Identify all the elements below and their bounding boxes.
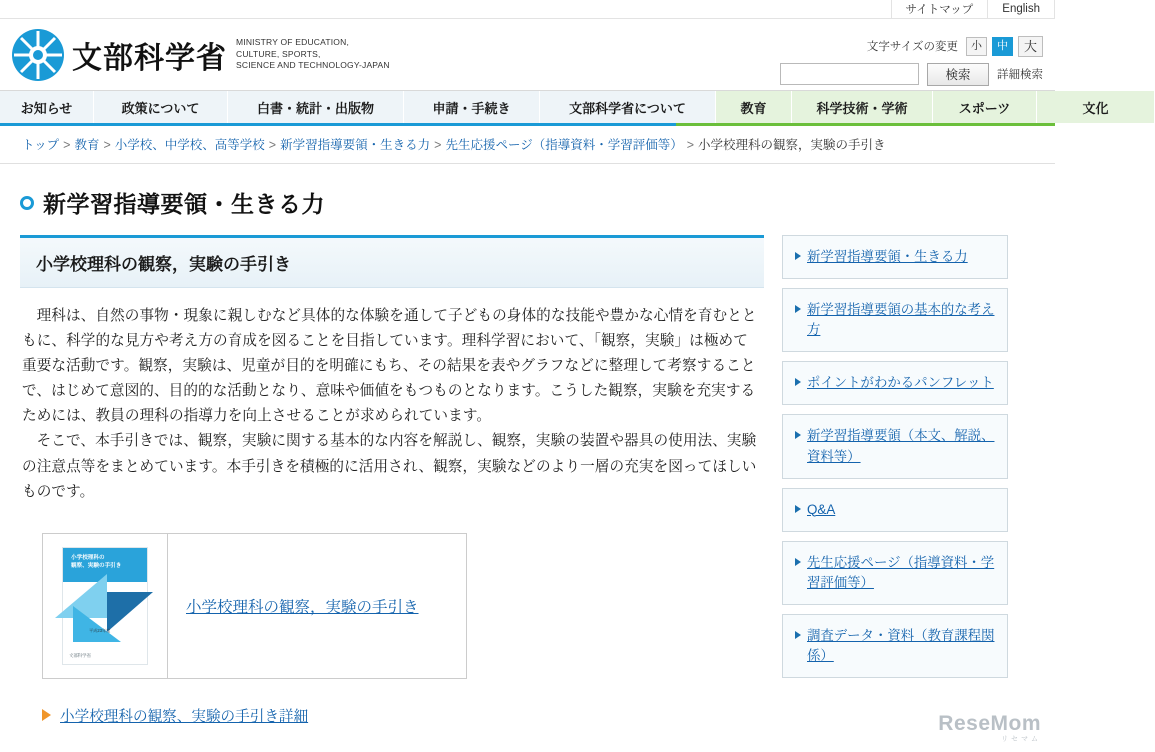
- chevron-right-icon: [795, 305, 801, 313]
- nav-item-sports[interactable]: スポーツ: [933, 91, 1037, 123]
- global-nav: [0, 90, 1109, 123]
- english-link[interactable]: English: [987, 0, 1055, 18]
- breadcrumb-item-kyoiku[interactable]: 教育: [74, 138, 100, 152]
- sidebar-item-label: Q&A: [807, 501, 836, 517]
- font-size-label: 文字サイズの変更: [866, 41, 958, 53]
- page-title: 新学習指導要領・生きる力: [43, 191, 325, 217]
- book-cover-title: 小学校理科の 観察、実験の手引き: [71, 554, 122, 570]
- search-control: [780, 63, 1043, 86]
- breadcrumb-item-schools[interactable]: 小学校、中学校、高等学校: [114, 138, 265, 152]
- book-cover-image: [62, 547, 148, 665]
- nav-item-hakusho[interactable]: 白書・統計・出版物: [228, 91, 404, 123]
- chevron-right-icon: [795, 431, 801, 439]
- section-title: 小学校理科の観察，実験の手引き: [20, 235, 764, 288]
- publication-box: [42, 533, 467, 679]
- detail-link-row: [42, 705, 764, 726]
- breadcrumb-item-sensei-ouen[interactable]: 先生応援ページ（指導資料・学習評価等）: [445, 138, 683, 152]
- watermark-text: ReseMom: [938, 712, 1041, 735]
- breadcrumb: [0, 126, 1055, 164]
- sitemap-link[interactable]: サイトマップ: [891, 0, 988, 18]
- sidebar-item-label: ポイントがわかるパンフレット: [807, 375, 994, 391]
- font-size-large-button[interactable]: 大: [1018, 36, 1043, 57]
- breadcrumb-separator: >: [268, 138, 277, 152]
- nav-item-oshirase[interactable]: お知らせ: [0, 91, 94, 123]
- sidebar-item-kihonteki-kangaekata[interactable]: [782, 288, 1008, 352]
- sidebar-item-label: 先生応援ページ（指導資料・学習評価等）: [807, 554, 995, 590]
- publication-link-cell: [168, 534, 466, 678]
- advanced-search-link[interactable]: 詳細検索: [997, 69, 1043, 81]
- search-button[interactable]: 検索: [927, 63, 989, 86]
- breadcrumb-separator: >: [63, 138, 71, 152]
- sidebar-item-label: 調査データ・資料（教育課程関係）: [807, 627, 995, 664]
- article-paragraph-2: そこで、本手引きでは、観察，実験に関する基本的な内容を解説し、観察，実験の装置や器具の使用法、実験の注意点等をまとめています。本手引きを積極的に活用され、観察，実験などのより一層の充実を図ってほしいものです。: [22, 433, 757, 500]
- mext-emblem-icon: [10, 27, 66, 83]
- article-paragraph-1: 理科は、自然の事物・現象に親しむなど具体的な体験を通して子どもの身体的な技能や豊かな心情を育むとともに、科学的な見方や考え方の育成を図ることを目指しています。理科学習において、「観察，実験」は極めて重要な活動です。観察，実験は、児童が目的を明確にもち、その結果を表やグラフなどに整理して考察することで、はじめて意図的、目的的な活動となり、意味や価値をもつものとなります。こうした観察，実験を充実するためには、教員の理科の指導力を向上させることが求められています。: [22, 308, 757, 425]
- breadcrumb-separator: >: [434, 138, 442, 152]
- site-logo-text: 文部科学省: [72, 41, 227, 75]
- font-size-small-button[interactable]: 小: [966, 37, 987, 56]
- header-tools: [780, 24, 1043, 86]
- breadcrumb-item-current: 小学校理科の観察，実験の手引き: [698, 138, 886, 152]
- site-logo[interactable]: [10, 27, 390, 83]
- breadcrumb-item-shin-gakushu[interactable]: 新学習指導要領・生きる力: [280, 138, 431, 152]
- book-cover-footer: 文部科学省: [69, 652, 91, 658]
- chevron-right-icon: [795, 252, 801, 260]
- nav-item-seisaku[interactable]: 政策について: [94, 91, 228, 123]
- publication-link[interactable]: 小学校理科の観察，実験の手引き: [186, 598, 419, 616]
- sidebar-item-chosa-data[interactable]: [782, 614, 1008, 678]
- sidebar-item-sensei-ouen[interactable]: [782, 541, 1008, 605]
- chevron-right-icon: [795, 505, 801, 513]
- publication-thumbnail[interactable]: [43, 534, 168, 678]
- detail-link[interactable]: 小学校理科の観察、実験の手引き詳細: [60, 708, 309, 725]
- sidebar-item-pamphlet[interactable]: [782, 361, 1008, 405]
- article-body: [20, 288, 764, 505]
- book-cover-note: 平成23年度: [89, 627, 111, 633]
- chevron-right-icon: [795, 378, 801, 386]
- sidebar-item-shin-gakushu[interactable]: [782, 235, 1008, 279]
- nav-item-kagaku[interactable]: 科学技術・学術: [792, 91, 933, 123]
- sidebar-item-qa[interactable]: [782, 488, 1008, 532]
- breadcrumb-separator: >: [686, 138, 695, 152]
- watermark: [938, 712, 1041, 744]
- watermark-subtext: リセマム: [1001, 736, 1041, 743]
- arrow-right-icon: [42, 709, 51, 721]
- sidebar-item-label: 新学習指導要領（本文、解説、資料等）: [807, 428, 995, 464]
- sidebar-item-label: 新学習指導要領の基本的な考え方: [807, 302, 995, 338]
- font-size-medium-button[interactable]: 中: [992, 37, 1013, 56]
- sidebar-item-honbun-kaisetsu[interactable]: [782, 414, 1008, 478]
- sidebar-item-label: 新学習指導要領・生きる力: [807, 249, 968, 264]
- chevron-right-icon: [795, 558, 801, 566]
- bullet-circle-icon: [20, 196, 34, 210]
- main-content: [20, 235, 764, 726]
- nav-item-monbukagakusho[interactable]: 文部科学省について: [540, 91, 716, 123]
- breadcrumb-item-top[interactable]: トップ: [22, 138, 60, 152]
- chevron-right-icon: [795, 631, 801, 639]
- nav-item-kyoiku[interactable]: 教育: [716, 91, 792, 123]
- sidebar: [782, 235, 1008, 726]
- main-layout: [0, 235, 1055, 726]
- nav-item-shinsei[interactable]: 申請・手続き: [404, 91, 540, 123]
- font-size-control: [867, 36, 1043, 57]
- nav-item-bunka[interactable]: 文化: [1037, 91, 1155, 123]
- site-header: [0, 19, 1055, 90]
- breadcrumb-separator: >: [103, 138, 111, 152]
- utility-bar: [0, 0, 1055, 19]
- site-logo-english: MINISTRY OF EDUCATION, CULTURE, SPORTS, SCIENCE AND TECHNOLOGY-JAPAN: [236, 37, 390, 71]
- page-title-row: [0, 164, 1055, 235]
- search-input[interactable]: [780, 63, 919, 85]
